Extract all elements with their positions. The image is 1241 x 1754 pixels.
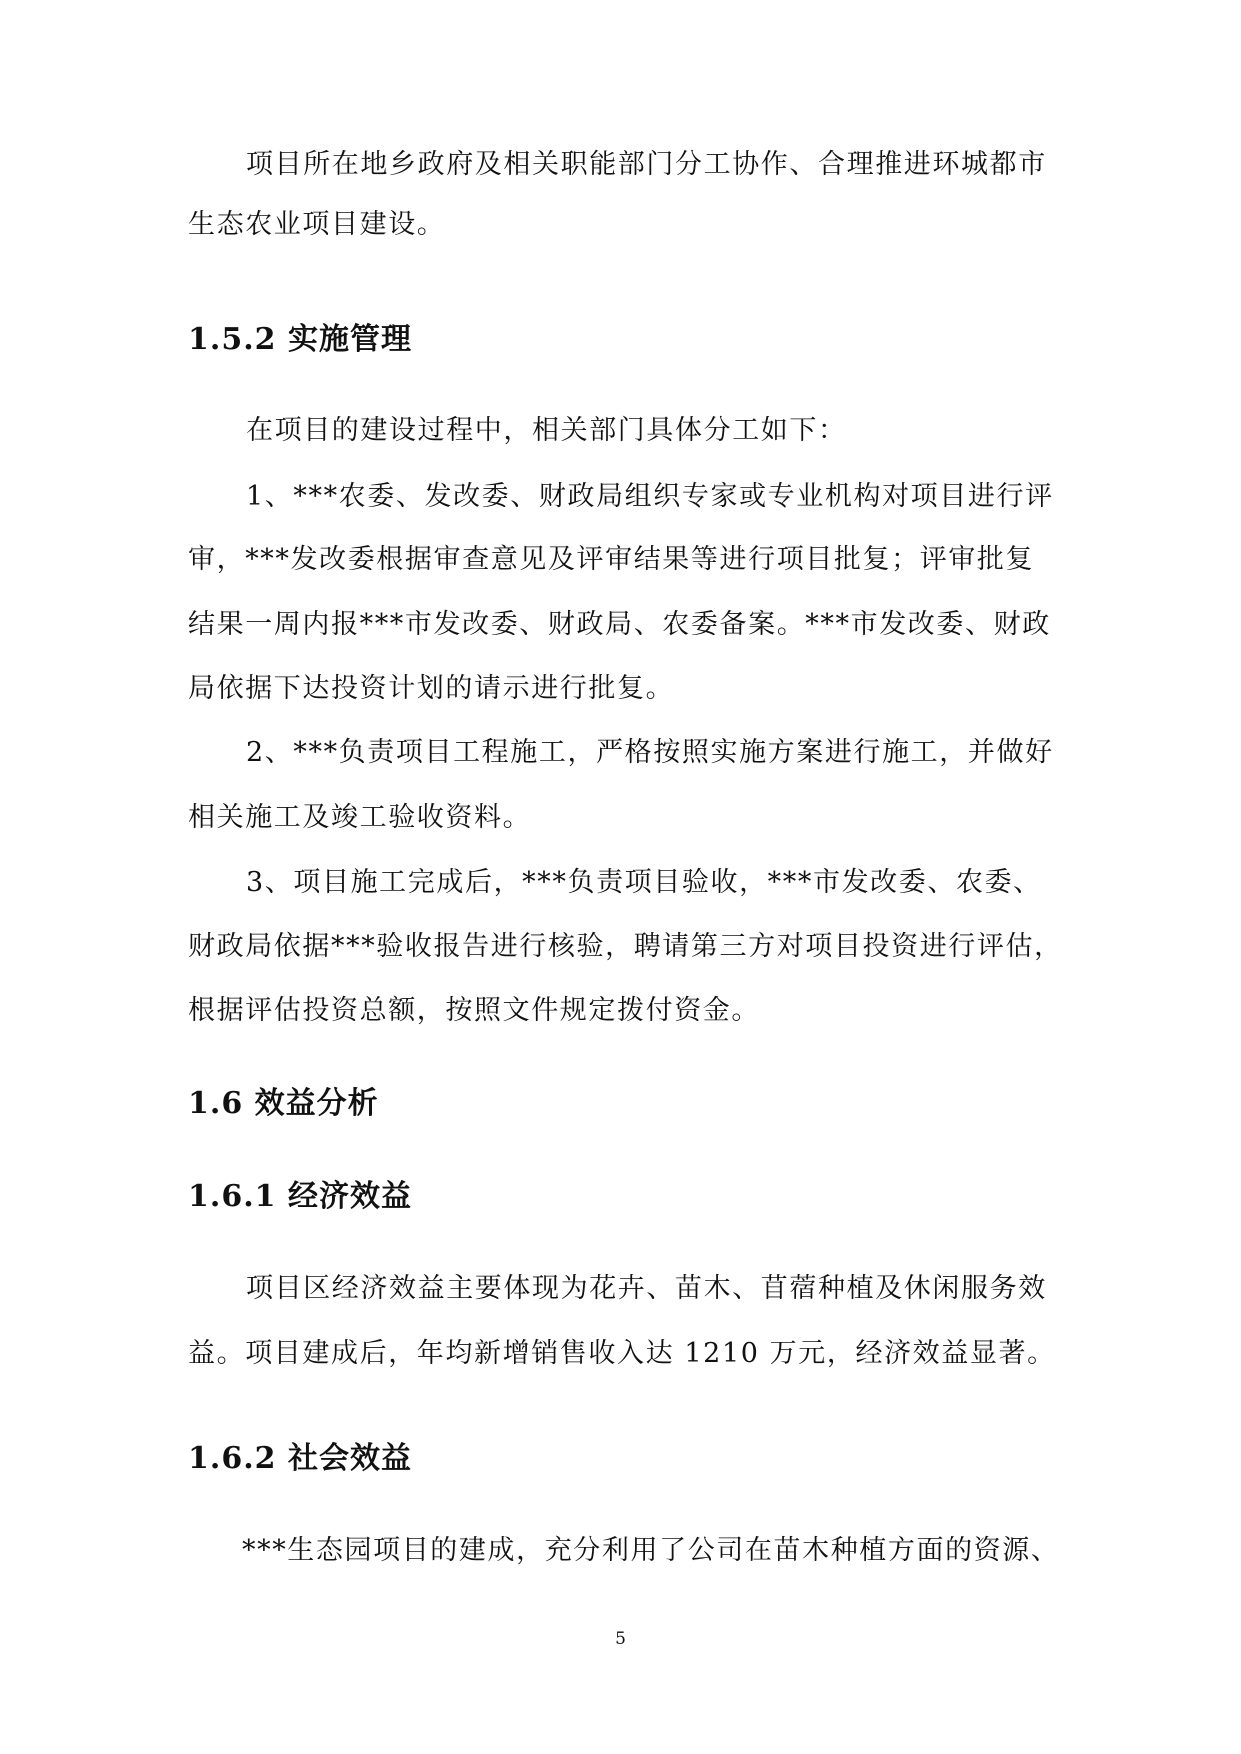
list-item-line: 相关施工及竣工验收资料。 — [188, 802, 532, 833]
list-item-line: 2、***负责项目工程施工，严格按照实施方案进行施工，并做好 — [246, 737, 1054, 768]
paragraph-line: 在项目的建设过程中，相关部门具体分工如下： — [246, 415, 847, 446]
paragraph-line: 生态农业项目建设。 — [188, 209, 446, 240]
list-item-line: 根据评估投资总额，按照文件规定拨付资金。 — [188, 995, 760, 1026]
paragraph-line: ***生态园项目的建成，充分利用了公司在苗木种植方面的资源、 — [242, 1535, 1060, 1566]
section-heading-1-6-2: 1.6.2 社会效益 — [188, 1441, 412, 1476]
list-item-line: 审，***发改委根据审查意见及评审结果等进行项目批复；评审批复 — [188, 544, 1035, 575]
section-heading-1-6-1: 1.6.1 经济效益 — [188, 1179, 412, 1214]
paragraph-line: 项目区经济效益主要体现为花卉、苗木、苜蓿种植及休闲服务效 — [246, 1273, 1047, 1304]
list-item-line: 财政局依据***验收报告进行核验，聘请第三方对项目投资进行评估， — [188, 931, 1063, 962]
list-item-line: 3、项目施工完成后，***负责项目验收，***市发改委、农委、 — [246, 867, 1042, 898]
section-heading-1-6: 1.6 效益分析 — [188, 1086, 379, 1121]
section-heading-1-5-2: 1.5.2 实施管理 — [188, 322, 412, 357]
list-item-line: 局依据下达投资计划的请示进行批复。 — [188, 673, 675, 704]
paragraph-line: 益。项目建成后，年均新增销售收入达 1210 万元，经济效益显著。 — [188, 1338, 1056, 1369]
list-item-line: 1、***农委、发改委、财政局组织专家或专业机构对项目进行评 — [246, 481, 1054, 512]
page-number: 5 — [615, 1629, 626, 1649]
paragraph-line: 项目所在地乡政府及相关职能部门分工协作、合理推进环城都市 — [246, 149, 1047, 180]
list-item-line: 结果一周内报***市发改委、财政局、农委备案。***市发改委、财政 — [188, 609, 1051, 640]
